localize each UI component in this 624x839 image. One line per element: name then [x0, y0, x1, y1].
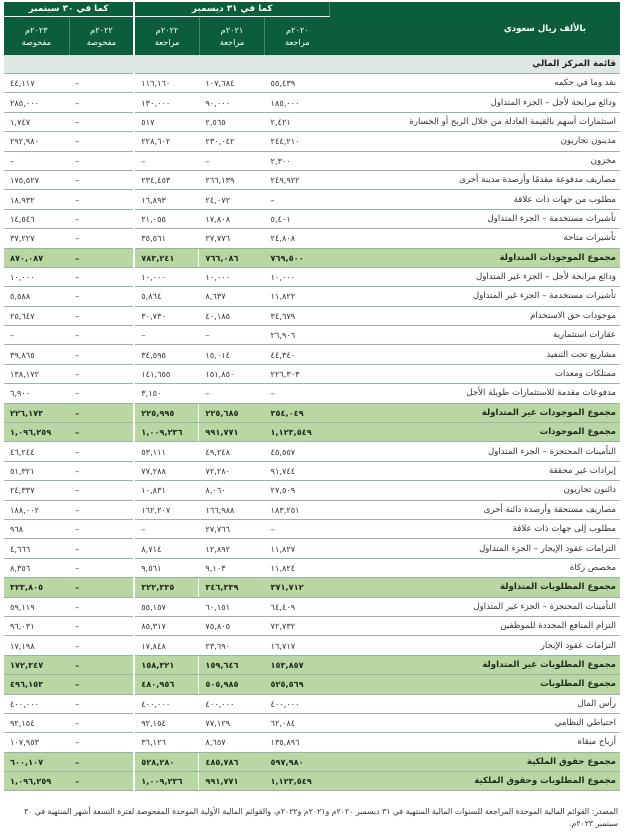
- total-label: مجموع حقوق الملكية: [330, 752, 620, 771]
- value-cell: ٣٢٣,٨٠٥: [4, 578, 69, 597]
- row-label: أرباح مبقاة: [330, 733, 620, 752]
- column-header: [265, 17, 330, 56]
- value-cell: ٧٧,٢٨٨: [134, 461, 199, 480]
- table-row: [4, 384, 620, 403]
- value-cell: ٥٥,٤٣٩: [265, 74, 330, 93]
- value-cell: ١,٠٩٦,٢٥٩: [4, 423, 69, 442]
- row-label: رأس المال: [330, 694, 620, 713]
- value-cell: ٥١٧: [134, 112, 199, 131]
- row-label: ودائع مرابحة لأجل – الجزء المتداول: [330, 93, 620, 112]
- value-cell: ١٤,٥٤٦: [4, 209, 69, 228]
- total-label: مجموع الموجودات غير المتداولة: [330, 403, 620, 422]
- value-cell: ٢٩٢,٩٨٠: [4, 132, 69, 151]
- units-header: بالألف ريال سعودي: [330, 2, 620, 55]
- value-cell: ٨٧٠,٠٨٧: [4, 248, 69, 267]
- column-header: [4, 17, 69, 56]
- value-cell: –: [265, 519, 330, 538]
- total-label: مجموع المطلوبات غير المتداولة: [330, 655, 620, 674]
- value-cell: –: [265, 190, 330, 209]
- value-cell: –: [69, 733, 134, 752]
- value-cell: ٥٢٨,٢٨٠: [134, 752, 199, 771]
- value-cell: ٤٠٠,٠٠٠: [4, 694, 69, 713]
- value-cell: ٨٥,٣١٧: [134, 616, 199, 635]
- value-cell: ١٣٨,١٧٢: [4, 364, 69, 383]
- value-cell: –: [265, 384, 330, 403]
- table-row: [4, 364, 620, 383]
- value-cell: ٧٢,٢٨٠: [199, 461, 264, 480]
- column-year: ٢٠٢٠م: [286, 25, 309, 35]
- total-row: [4, 248, 620, 267]
- table-row: [4, 190, 620, 209]
- value-cell: ٣٥,٥٦١: [134, 229, 199, 248]
- value-cell: –: [69, 287, 134, 306]
- value-cell: ٤٠٠,٠٠٠: [134, 694, 199, 713]
- value-cell: ٢٣٠,٠٤٢: [199, 132, 264, 151]
- row-label: إيرادات غير محققة: [330, 461, 620, 480]
- table-row: [4, 597, 620, 616]
- table-row: [4, 713, 620, 732]
- value-cell: ١٤١,٦٥٥: [134, 364, 199, 383]
- total-label: مجموع المطلوبات وحقوق الملكية: [330, 772, 620, 791]
- section-header-row: [4, 55, 620, 74]
- value-cell: –: [69, 423, 134, 442]
- value-cell: ١٨٣,٢٥١: [265, 500, 330, 519]
- value-cell: ١,٠٠٩,٢٣٦: [134, 423, 199, 442]
- value-cell: ٢٢٨,٦٠٢: [134, 132, 199, 151]
- value-cell: ٩٦,٠٣١: [4, 616, 69, 635]
- table-row: [4, 209, 620, 228]
- value-cell: ٣٩,٨٦٥: [4, 345, 69, 364]
- value-cell: –: [134, 326, 199, 345]
- value-cell: ٥٥,١٥٧: [134, 597, 199, 616]
- row-label: مطلوب من جهات ذات علاقة: [330, 190, 620, 209]
- total-row: [4, 772, 620, 791]
- value-cell: ٤٤,٣٤٠: [265, 345, 330, 364]
- value-cell: ١٧,٨٤٨: [134, 636, 199, 655]
- value-cell: ٢١,٠٥٥: [134, 209, 199, 228]
- value-cell: –: [199, 151, 264, 170]
- value-cell: ٩٠,٠٠٠: [199, 93, 264, 112]
- value-cell: ١٨,٩٣٢: [4, 190, 69, 209]
- value-cell: –: [69, 616, 134, 635]
- row-label: مشاريع تحت التنفيذ: [330, 345, 620, 364]
- value-cell: ٥,٥٨٨: [4, 287, 69, 306]
- value-cell: –: [69, 442, 134, 461]
- column-year: ٢٠٢١م: [220, 25, 244, 35]
- value-cell: ١٠,٠٠٠: [199, 267, 264, 286]
- value-cell: ٥٩٧,٩٨٠: [265, 752, 330, 771]
- row-label: مصاريف مدفوعة مقدمًا وأرصدة مدينة أخرى: [330, 170, 620, 189]
- row-label: مدينون تجاريون: [330, 132, 620, 151]
- value-cell: ١٨٨,٠٠٢: [4, 500, 69, 519]
- value-cell: ٢٧,٧٧٦: [199, 229, 264, 248]
- value-cell: ٢,٤٢١: [265, 112, 330, 131]
- value-cell: ٣,١٥٠: [134, 384, 199, 403]
- value-cell: ٣٧,٢٢٧: [4, 229, 69, 248]
- value-cell: ٢٢٦,٣٠٣: [265, 364, 330, 383]
- value-cell: ١,١٢٣,٥٤٩: [265, 423, 330, 442]
- value-cell: ٢٨٥,٠٠٠: [4, 93, 69, 112]
- value-cell: ٥٩,١١٩: [4, 597, 69, 616]
- table-row: [4, 616, 620, 635]
- row-label: مخصص زكاة: [330, 558, 620, 577]
- value-cell: –: [69, 190, 134, 209]
- value-cell: ٦٠٠,١٠٧: [4, 752, 69, 771]
- value-cell: ١٦٦,٩٨٨: [199, 500, 264, 519]
- column-status: مراجعة: [219, 37, 245, 47]
- value-cell: ٢٦,٩٠٦: [265, 326, 330, 345]
- value-cell: ٢٦٦,١٣٩: [199, 170, 264, 189]
- value-cell: ٦٠,١٥١: [199, 597, 264, 616]
- value-cell: ١٨٥,٠٠٠: [265, 93, 330, 112]
- value-cell: ٢٣,٦٩٠: [199, 636, 264, 655]
- column-year: ٢٠٢٢م: [90, 25, 113, 35]
- value-cell: ١٥٨,٣٢١: [134, 655, 199, 674]
- value-cell: ٥٢٥,٥٦٩: [265, 675, 330, 694]
- value-cell: ٤٦,٢٤٤: [4, 442, 69, 461]
- value-cell: –: [69, 248, 134, 267]
- row-label: تأشيرات مستخدمة – الجزء غير المتداول: [330, 287, 620, 306]
- row-label: التأمينات المحتجزة – الجزء غير المتداول: [330, 597, 620, 616]
- value-cell: –: [69, 267, 134, 286]
- value-cell: ٩٩١,٧٧١: [199, 772, 264, 791]
- value-cell: –: [69, 636, 134, 655]
- value-cell: –: [69, 675, 134, 694]
- value-cell: ١,١٢٣,٥٤٩: [265, 772, 330, 791]
- row-label: التأمينات المحتجزة – الجزء المتداول: [330, 442, 620, 461]
- row-label: استثمارات أسهم بالقيمة العادلة من خلال الربح أو الخسارة: [330, 112, 620, 131]
- value-cell: ١١٦,١٦٠: [134, 74, 199, 93]
- value-cell: –: [69, 229, 134, 248]
- value-cell: ١٠٧,٩٥٣: [4, 733, 69, 752]
- value-cell: –: [199, 326, 264, 345]
- table-row: [4, 326, 620, 345]
- total-row: [4, 675, 620, 694]
- table-row: [4, 74, 620, 93]
- value-cell: ١٧٢,٣٤٧: [4, 655, 69, 674]
- row-label: مدفوعات مقدمة للاستثمارات طويلة الأجل: [330, 384, 620, 403]
- total-row: [4, 403, 620, 422]
- value-cell: ٧٦٩,٥٠٠: [265, 248, 330, 267]
- value-cell: ٧٥,٨٠٥: [199, 616, 264, 635]
- table-row: [4, 442, 620, 461]
- table-row: [4, 93, 620, 112]
- value-cell: ٢٤,٣٣٧: [4, 481, 69, 500]
- value-cell: ٣٧١,٧١٢: [265, 578, 330, 597]
- value-cell: ٢٢٥,٩٩٥: [134, 403, 199, 422]
- row-label: مخزون: [330, 151, 620, 170]
- value-cell: ٣٤,٥٩٥: [134, 345, 199, 364]
- value-cell: ٤٠٠,٠٠٠: [265, 694, 330, 713]
- value-cell: ٨,٧١٤: [134, 539, 199, 558]
- row-label: تأشيرات متاحة: [330, 229, 620, 248]
- value-cell: ١٠,٠٠٠: [4, 267, 69, 286]
- value-cell: ٣٢٢,٣٣٥: [134, 578, 199, 597]
- table-row: [4, 519, 620, 538]
- value-cell: –: [69, 481, 134, 500]
- value-cell: ٥,٤٠١: [265, 209, 330, 228]
- value-cell: ١,٠٩٦,٢٥٩: [4, 772, 69, 791]
- value-cell: ٥٠٥,٩٨٥: [199, 675, 264, 694]
- value-cell: ٢٤٤,٢١٠: [265, 132, 330, 151]
- value-cell: ١٦,٨٩٣: [134, 190, 199, 209]
- table-row: [4, 694, 620, 713]
- row-label: تأشيرات مستخدمة – الجزء المتداول: [330, 209, 620, 228]
- value-cell: ٨,٦٣٧: [199, 287, 264, 306]
- row-label: دائنون تجاريون: [330, 481, 620, 500]
- value-cell: ٣٥٤,٠٤٩: [265, 403, 330, 422]
- value-cell: ٤٥,٥٥٧: [265, 442, 330, 461]
- value-cell: ٧٢,٧٣٢: [265, 616, 330, 635]
- row-label: موجودات حق الاستخدام: [330, 306, 620, 325]
- header-group-row: [4, 2, 620, 17]
- value-cell: ٢٤,٨٠٨: [265, 229, 330, 248]
- row-label: ممتلكات ومعدات: [330, 364, 620, 383]
- value-cell: –: [69, 713, 134, 732]
- column-header: [134, 17, 199, 56]
- value-cell: ١٥,٠١٤: [199, 345, 264, 364]
- value-cell: ١٠,٠٠٠: [265, 267, 330, 286]
- value-cell: ٩١,٧٤٤: [265, 461, 330, 480]
- total-row: [4, 423, 620, 442]
- table-row: [4, 345, 620, 364]
- value-cell: ٢٣٤,٤٥٣: [134, 170, 199, 189]
- value-cell: ١٣٠,٠٠٠: [134, 93, 199, 112]
- value-cell: –: [199, 384, 264, 403]
- column-header: [69, 17, 134, 56]
- value-cell: –: [4, 151, 69, 170]
- value-cell: ٩٩١,٧٧١: [199, 423, 264, 442]
- value-cell: ٢,٥٦٥: [199, 112, 264, 131]
- value-cell: –: [69, 578, 134, 597]
- table-row: [4, 461, 620, 480]
- source-note: المصدر: القوائم المالية الموحدة المراجعة للسنوات المالية المنتهية في ٣١ ديسمبر ٢٠٢٠م و٢٠٢١م و٢٠٢٢م، والقوائم المالية الأولية الموحدة المفحوصة لفترة التسعة أشهر المنتهية في ٣٠ سبتمبر ٢٠٢٣م.: [23, 807, 618, 828]
- total-label: مجموع المطلوبات: [330, 675, 620, 694]
- value-cell: ٨,٠٦٠: [199, 481, 264, 500]
- value-cell: ١٥٩,٦٤٦: [199, 655, 264, 674]
- row-label: مصاريف مستحقة وأرصدة دائنة أخرى: [330, 500, 620, 519]
- value-cell: ٦٢,٠٨٤: [265, 713, 330, 732]
- value-cell: ٣٠,٧٣٠: [134, 306, 199, 325]
- value-cell: –: [69, 112, 134, 131]
- value-cell: –: [69, 345, 134, 364]
- value-cell: –: [69, 132, 134, 151]
- value-cell: ٢٤,٠٧٢: [199, 190, 264, 209]
- value-cell: ١١,٨٢٧: [265, 539, 330, 558]
- value-cell: ١٦,٧١٧: [265, 636, 330, 655]
- table-row: [4, 267, 620, 286]
- value-cell: ٢٤٩,٩٢٢: [265, 170, 330, 189]
- column-status: مفحوصة: [21, 37, 52, 47]
- value-cell: ١١,٨٢٢: [265, 287, 330, 306]
- value-cell: –: [69, 752, 134, 771]
- value-cell: ٥١,٣٢١: [4, 461, 69, 480]
- value-cell: ٢٧,٧٦٦: [199, 519, 264, 538]
- value-cell: ٤,٦٦٦: [4, 539, 69, 558]
- value-cell: ٩٦٨: [4, 519, 69, 538]
- value-cell: –: [69, 326, 134, 345]
- value-cell: ١,٧٤٧: [4, 112, 69, 131]
- total-row: [4, 752, 620, 771]
- value-cell: ٦٤,٤٠٩: [265, 597, 330, 616]
- table-row: [4, 112, 620, 131]
- value-cell: –: [134, 151, 199, 170]
- value-cell: ٥,٨٦٤: [134, 287, 199, 306]
- value-cell: ١٥١,٨٥٠: [199, 364, 264, 383]
- value-cell: ٢٢٥,٦٨٥: [199, 403, 264, 422]
- column-status: مراجعة: [154, 37, 180, 47]
- row-label: التزامات عقود الإيجار – الجزء المتداول: [330, 539, 620, 558]
- table-row: [4, 151, 620, 170]
- value-cell: –: [69, 306, 134, 325]
- value-cell: –: [69, 519, 134, 538]
- value-cell: ٣٦,١٢٦: [134, 733, 199, 752]
- row-label: احتياطي النظامي: [330, 713, 620, 732]
- value-cell: –: [69, 597, 134, 616]
- table-row: [4, 287, 620, 306]
- value-cell: ٢٥,٦٤٧: [4, 306, 69, 325]
- value-cell: ٨,٣٥٦: [4, 558, 69, 577]
- value-cell: ٤٨٠,٩٥٦: [134, 675, 199, 694]
- total-label: مجموع المطلوبات المتداولة: [330, 578, 620, 597]
- value-cell: –: [69, 500, 134, 519]
- value-cell: ٥٣,١١١: [134, 442, 199, 461]
- table-row: [4, 636, 620, 655]
- value-cell: –: [4, 326, 69, 345]
- total-row: [4, 655, 620, 674]
- value-cell: ١٧,٨٠٨: [199, 209, 264, 228]
- row-label: التزام المنافع المحددة للموظفين: [330, 616, 620, 635]
- value-cell: ٩٢,١٥٤: [134, 713, 199, 732]
- value-cell: ١٧٥,٥٢٧: [4, 170, 69, 189]
- value-cell: ٧٦٦,٠٨٦: [199, 248, 264, 267]
- value-cell: ١٢,٨٩٢: [199, 539, 264, 558]
- value-cell: ٢,٣٠٠: [265, 151, 330, 170]
- total-label: مجموع الموجودات المتداولة: [330, 248, 620, 267]
- value-cell: –: [69, 384, 134, 403]
- value-cell: –: [69, 364, 134, 383]
- value-cell: ٦,٩٠٠: [4, 384, 69, 403]
- value-cell: –: [69, 539, 134, 558]
- value-cell: ٤٩,٢٤٨: [199, 442, 264, 461]
- value-cell: –: [69, 655, 134, 674]
- table-row: [4, 132, 620, 151]
- value-cell: –: [69, 170, 134, 189]
- value-cell: –: [69, 403, 134, 422]
- balance-sheet-table: [4, 2, 620, 791]
- table-row: [4, 500, 620, 519]
- value-cell: ٤٠٠,٠٠٠: [199, 694, 264, 713]
- total-label: مجموع الموجودات: [330, 423, 620, 442]
- row-label: نقد وما في حكمه: [330, 74, 620, 93]
- value-cell: –: [69, 772, 134, 791]
- value-cell: ١,٠٠٩,٢٣٦: [134, 772, 199, 791]
- section-title: قائمة المركز المالي: [4, 55, 620, 74]
- value-cell: ٤٨٥,٧٨٦: [199, 752, 264, 771]
- value-cell: –: [134, 519, 199, 538]
- table-row: [4, 539, 620, 558]
- value-cell: ١٠,٠٠٠: [134, 267, 199, 286]
- table-row: [4, 558, 620, 577]
- value-cell: –: [69, 74, 134, 93]
- value-cell: ١١,٨٢٤: [265, 558, 330, 577]
- value-cell: –: [69, 209, 134, 228]
- sep-group-header: كما في ٣٠ سبتمبر: [4, 2, 134, 17]
- value-cell: ٢٢٦,١٧٣: [4, 403, 69, 422]
- value-cell: –: [69, 461, 134, 480]
- value-cell: ٧٧,١٢٩: [199, 713, 264, 732]
- value-cell: ١٠٧,٦٨٤: [199, 74, 264, 93]
- column-status: مفحوصة: [86, 37, 117, 47]
- value-cell: ٤٩٦,١٥٣: [4, 675, 69, 694]
- value-cell: ١٠,٨٣١: [134, 481, 199, 500]
- column-header: [199, 17, 264, 56]
- row-label: ودائع مرابحة لأجل – الجزء غير المتداول: [330, 267, 620, 286]
- table-row: [4, 306, 620, 325]
- dec-group-header: كما في ٣١ ديسمبر: [134, 2, 329, 17]
- table-row: [4, 229, 620, 248]
- total-row: [4, 578, 620, 597]
- value-cell: ٢٧,٥٠٩: [265, 481, 330, 500]
- column-year: ٢٠٢٢م: [155, 25, 179, 35]
- value-cell: ٤٠,١٨٥: [199, 306, 264, 325]
- value-cell: –: [69, 558, 134, 577]
- row-label: التزامات عقود الإيجار: [330, 636, 620, 655]
- value-cell: ١٧,١٩٨: [4, 636, 69, 655]
- value-cell: ١٦٢,٢٠٧: [134, 500, 199, 519]
- value-cell: ٣٤,٦٧٩: [265, 306, 330, 325]
- column-year: ٢٠٢٣م: [24, 25, 48, 35]
- value-cell: ٧٨٣,٢٤١: [134, 248, 199, 267]
- column-status: مراجعة: [285, 37, 310, 47]
- table-row: [4, 481, 620, 500]
- row-label: عقارات استثمارية: [330, 326, 620, 345]
- value-cell: ٩٢,١٥٤: [4, 713, 69, 732]
- value-cell: –: [69, 93, 134, 112]
- value-cell: –: [69, 151, 134, 170]
- value-cell: ١٥٣,٨٥٧: [265, 655, 330, 674]
- value-cell: –: [69, 694, 134, 713]
- table-row: [4, 170, 620, 189]
- value-cell: ٩,١٠٣: [199, 558, 264, 577]
- table-row: [4, 733, 620, 752]
- value-cell: ٩,٥٦١: [134, 558, 199, 577]
- value-cell: ١٣٥,٨٩٦: [265, 733, 330, 752]
- row-label: مطلوب إلى جهات ذات علاقة: [330, 519, 620, 538]
- value-cell: ٤٤,١١٧: [4, 74, 69, 93]
- value-cell: ٣٤٦,٣٣٩: [199, 578, 264, 597]
- value-cell: ٨,٦٥٧: [199, 733, 264, 752]
